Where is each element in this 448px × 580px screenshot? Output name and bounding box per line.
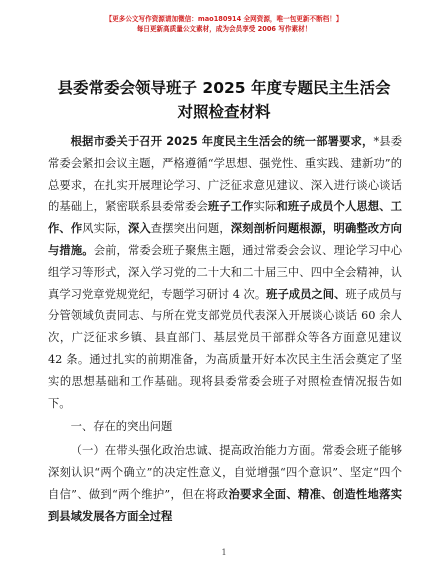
text-span: 实际 — [253, 200, 277, 214]
section-heading: 一、存在的突出问题 — [70, 420, 173, 434]
bold-span: 和班子成员个人思想、工作、作 — [48, 200, 402, 236]
bold-span: 班子成员之间、 — [266, 287, 346, 301]
document-title-line-1: 县委常委会领导班子 2025 年度专题民主生活会 — [57, 79, 391, 97]
document-title — [0, 76, 448, 124]
text-span: 问题， — [196, 222, 231, 236]
bold-span: 深入 — [127, 222, 151, 236]
subsection-paragraph — [48, 440, 402, 527]
text-span: 风实际， — [82, 222, 128, 236]
promo-banner-line-2: 每日更新高质量公文素材，成为会员享受 2006 写作素材！ — [136, 25, 312, 33]
promo-banner — [0, 14, 448, 34]
page-number: 1 — [221, 548, 227, 557]
bold-span: 根据市委关于召开 2025 年度民主生活会的统一部署要求， — [70, 135, 374, 148]
text-span: （一）在带头强化政治忠诚、提高政治能力方面。常委会班子能够深刻认识“两个确立”的决定性意义，自觉增强“四个意识”、坚定“四个自信”、做到“两个维护”，但在将政 — [48, 444, 402, 501]
document-body — [48, 131, 402, 527]
text-span: 班子成员与分管领域负责同志、与所在党支部党员代表深入开展谈心谈话 60 余人次，广泛征求乡镇、县直部门、基层党员干部群众等各方面意见建议 42 条。通过扎实的前期准备，为高质量开好本次民主生活会奠定了坚实的思想基础和工作基础。现将县委常委会班子对照检查情况报告如下。 — [48, 287, 402, 410]
bold-span: 班子工作 — [207, 200, 254, 214]
text-span: 查摆突出 — [150, 222, 197, 236]
bold-span: 治要求全面、精准、创造性地落实到县域发展各方面全过程 — [48, 487, 402, 523]
bold-span: 深刻剖析问题根源，明确整改方向与措施。 — [48, 222, 402, 257]
document-title-line-2: 对照检查材料 — [177, 103, 271, 121]
promo-banner-line-1: 【更多公文写作资源请加微信：mao180914 全网资源，唯一包更新不断档！】 — [105, 15, 343, 23]
text-span: *县委常委会紧扣会议主题，严格遵循“学思想、强党性、重实践、建新功”的总要求，在扎实开展理论学习、广泛征求意见建议、深入进行谈心谈话的基础上，紧密联系县委常委会 — [48, 135, 402, 214]
text-span: 会前，常委会班子聚焦主题，通过常委会会议、理论学习中心组学习等形式，深入学习党的二十大和二十届三中、四中全会精神，认真学习党章党规党纪，专题学习研讨 4 次。 — [48, 243, 402, 301]
intro-paragraph — [48, 131, 402, 414]
